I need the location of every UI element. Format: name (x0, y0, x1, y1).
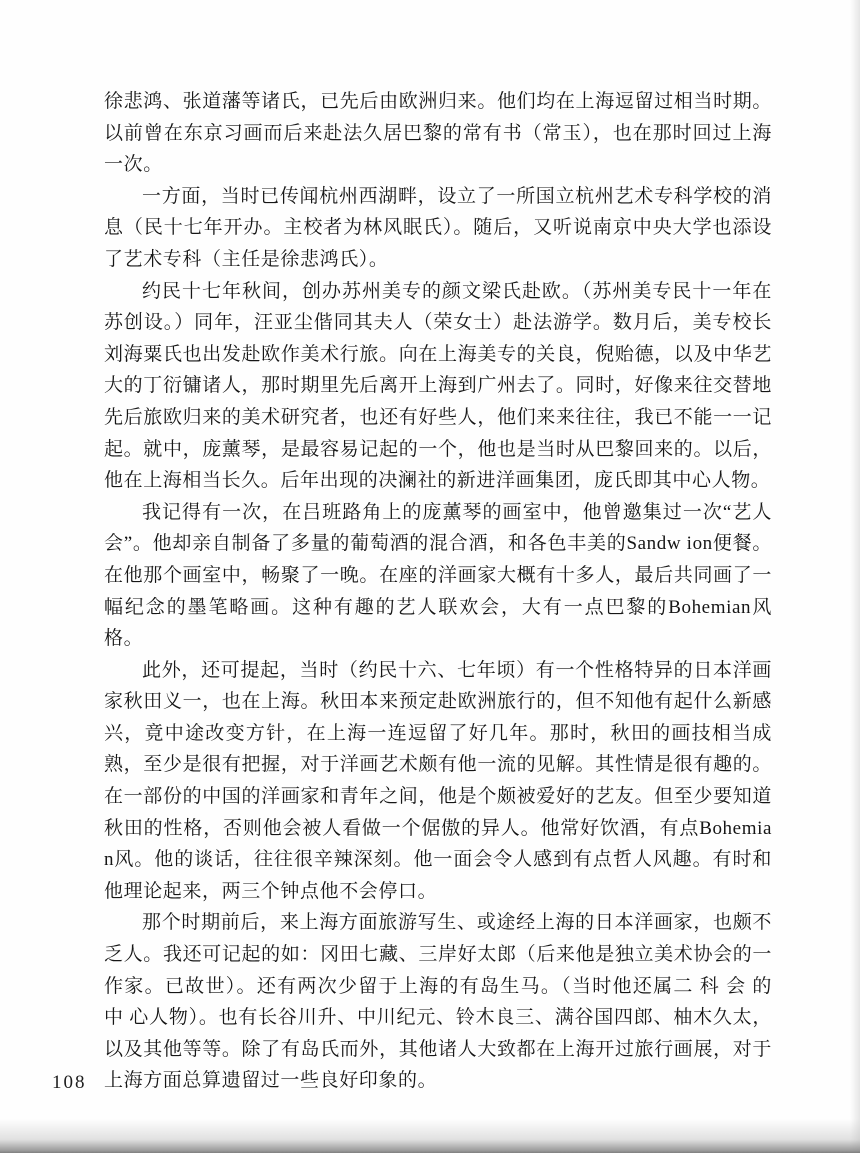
page-text (104, 86, 772, 1097)
paragraph: 徐悲鸿、张道藩等诸氏，已先后由欧洲归来。他们均在上海逗留过相当时期。以前曾在东京习画而后来赴法久居巴黎的常有书（常玉），也在那时回过上海一次。 (104, 91, 772, 176)
scan-edge-shadow-bottom (0, 1119, 860, 1153)
paragraph: 约民十七年秋间，创办苏州美专的颜文梁氏赴欧。（苏州美专民十一年在苏创设。）同年，汪亚尘偕同其夫人（荣女士）赴法游学。数月后，美专校长刘海粟氏也出发赴欧作美术行旅。向在上海美专的关良，倪贻德，以及中华艺大的丁衍镛诸人，那时期里先后离开上海到广州去了。同时，好像来往交替地先后旅欧归来的美术研究者，也还有好些人，他们来来往往，我已不能一一记起。就中，庞薰琴，是最容易记起的一个，他也是当时从巴黎回来的。以后，他在上海相当长久。后年出现的决澜社的新进洋画集团，庞氏即其中心人物。 (104, 280, 772, 492)
paragraph: 那个时期前后，来上海方面旅游写生、或途经上海的日本洋画家，也颇不乏人。我还可记起的如：冈田七藏、三岸好太郎（后来他是独立美术协会的一作家。已故世）。还有两次少留于上海的有岛生马。（当时他还属二 科 会 的 中 心人物）。也有长谷川升、中川纪元、铃木良三、满谷国四郎、柚木久太，以及其他等等。除了有岛氏而外，其他诸人大致都在上海开过旅行画展，对于上海方面总算遗留过一些良好印象的。 (104, 912, 772, 1092)
paragraph: 我记得有一次，在吕班路角上的庞薰琴的画室中，他曾邀集过一次“艺人会”。他却亲自制备了多量的葡萄酒的混合酒，和各色丰美的Sandw ion便餐。在他那个画室中，畅聚了一晚。在座的洋画家大概有十多人，最后共同画了一幅纪念的墨笔略画。这种有趣的艺人联欢会，大有一点巴黎的Bohemian风格。 (104, 501, 772, 650)
paragraph: 此外，还可提起，当时（约民十六、七年顷）有一个性格特异的日本洋画家秋田义一，也在上海。秋田本来预定赴欧洲旅行的，但不知他有起什么新感兴，竟中途改变方针，在上海一连逗留了好几年。那时，秋田的画技相当成熟，至少是很有把握，对于洋画艺术颇有他一流的见解。其性情是很有趣的。在一部份的中国的洋画家和青年之间，他是个颇被爱好的艺友。但至少要知道秋田的性格，否则他会被人看做一个倨傲的异人。他常好饮酒，有点Bohemian风。他的谈话，往往很辛辣深刻。他一面会令人感到有点哲人风趣。有时和他理论起来，两三个钟点他不会停口。 (104, 659, 772, 902)
page-number: 108 (52, 1072, 87, 1093)
paragraph: 一方面，当时已传闻杭州西湖畔，设立了一所国立杭州艺术专科学校的消息（民十七年开办。主校者为林风眠氏）。随后，又听说南京中央大学也添设了艺术专科（主任是徐悲鸿氏）。 (104, 185, 772, 270)
scan-edge-shadow-right (850, 0, 860, 1153)
